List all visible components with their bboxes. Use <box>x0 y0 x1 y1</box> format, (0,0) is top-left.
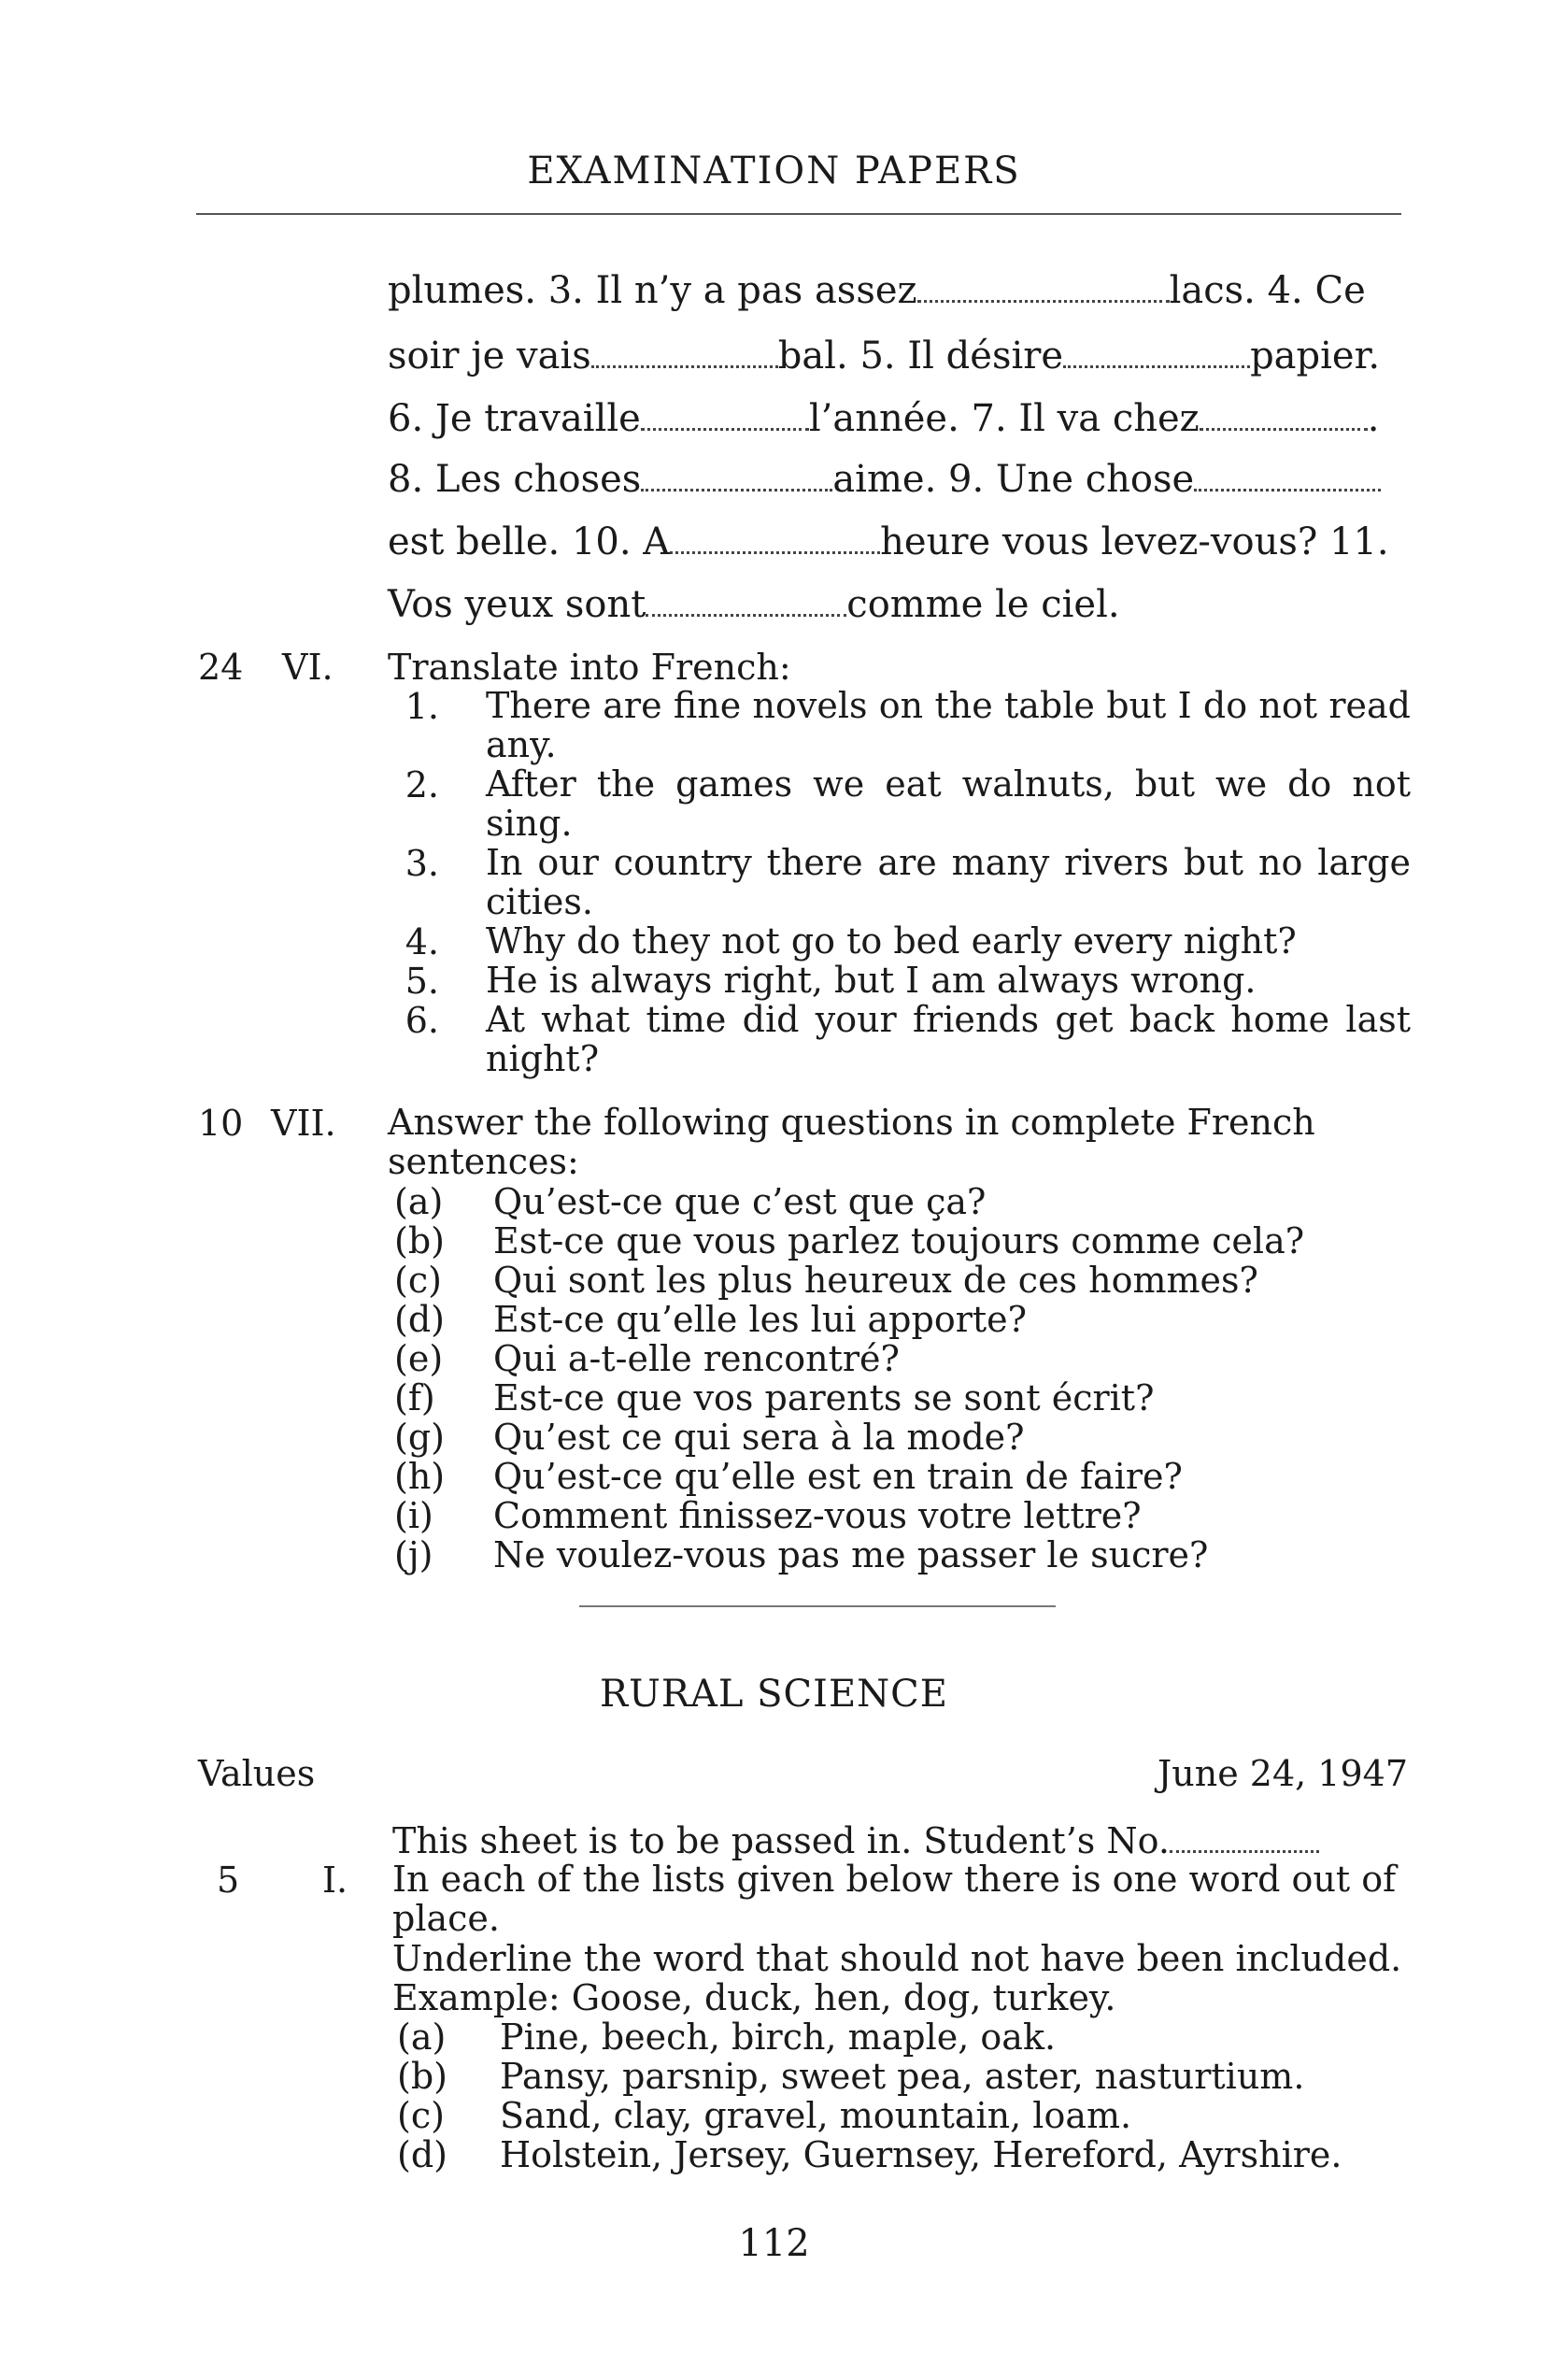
fill-text: . <box>1367 397 1380 440</box>
section-i-instruction-2: Underline the word that should not have been included. <box>392 1938 1402 1979</box>
question-item: Est-ce que vos parents se sont écrit? <box>493 1377 1155 1418</box>
question-item: Ne voulez-vous pas me passer le sucre? <box>493 1534 1209 1575</box>
blank-line <box>1063 364 1250 368</box>
item-letter: (g) <box>394 1417 445 1458</box>
item-letter: (c) <box>397 2095 445 2136</box>
word-list-item: Holstein, Jersey, Guernsey, Hereford, Ayrshire. <box>500 2134 1342 2175</box>
section-vii-value: 10 <box>198 1103 244 1144</box>
blank-line <box>641 427 809 431</box>
item-letter: (j) <box>394 1534 433 1575</box>
section-i-instruction: In each of the lists given below there is one word out of place. <box>392 1859 1397 1939</box>
item-number: 2. <box>405 764 439 805</box>
fill-line-3 <box>388 397 1379 440</box>
item-letter: (c) <box>394 1260 442 1301</box>
item-number: 3. <box>405 843 439 884</box>
section-vi-value: 24 <box>198 647 244 688</box>
word-list-item: Sand, clay, gravel, mountain, loam. <box>500 2095 1132 2136</box>
sheet-note <box>392 1820 1319 1861</box>
fill-text: soir je vais <box>388 335 591 378</box>
item-letter: (b) <box>394 1220 445 1261</box>
item-letter: (a) <box>394 1181 444 1222</box>
fill-text: Vos yeux sont <box>388 583 646 626</box>
blank-line <box>646 613 846 617</box>
question-item: Comment finissez-vous votre lettre? <box>493 1495 1142 1536</box>
translation-item: There are fine novels on the table but I do not read any. <box>486 685 1411 765</box>
rural-science-title: RURAL SCIENCE <box>600 1673 948 1716</box>
translation-item: At what time did your friends get back home last night? <box>486 999 1411 1079</box>
section-i-value: 5 <box>217 1860 240 1901</box>
question-item: Est-ce que vous parlez toujours comme cela? <box>493 1220 1305 1261</box>
section-i-example: Example: Goose, duck, hen, dog, turkey. <box>392 1977 1116 2018</box>
item-letter: (d) <box>397 2134 447 2175</box>
student-number-blank <box>1170 1849 1319 1853</box>
item-number: 1. <box>405 686 439 727</box>
item-letter: (a) <box>397 2017 447 2058</box>
item-letter: (i) <box>394 1495 433 1536</box>
blank-line <box>670 550 880 554</box>
translation-item: In our country there are many rivers but no large cities. <box>486 842 1411 922</box>
question-item: Qui a-t-elle rencontré? <box>493 1338 900 1379</box>
fill-line-1 <box>388 269 1366 312</box>
section-vi-numeral: VI. <box>282 647 334 688</box>
word-list-item: Pansy, parsnip, sweet pea, aster, nasturtium. <box>500 2056 1305 2097</box>
fill-text: 6. Je travaille <box>388 397 641 440</box>
question-item: Qu’est-ce qu’elle est en train de faire? <box>493 1456 1183 1497</box>
fill-text: est belle. 10. A <box>388 520 671 563</box>
blank-line <box>917 299 1170 303</box>
question-item: Qu’est ce qui sera à la mode? <box>493 1417 1025 1458</box>
blank-line <box>1194 488 1381 492</box>
blank-line <box>591 364 778 368</box>
blank-line <box>1200 427 1368 431</box>
item-letter: (h) <box>394 1456 446 1497</box>
translation-item: Why do they not go to bed early every night? <box>486 920 1297 962</box>
section-vii-numeral: VII. <box>271 1103 336 1144</box>
sheet-note-text: This sheet is to be passed in. Student’s No. <box>392 1820 1170 1861</box>
translation-item: After the games we eat walnuts, but we do not sing. <box>486 763 1411 844</box>
item-number: 6. <box>405 1000 439 1041</box>
question-item: Qui sont les plus heureux de ces hommes? <box>493 1260 1258 1301</box>
page-header-title: EXAMINATION PAPERS <box>527 150 1021 192</box>
values-label: Values <box>198 1753 316 1794</box>
translation-item: He is always right, but I am always wrong. <box>486 960 1257 1001</box>
item-letter: (f) <box>394 1377 435 1418</box>
question-item: Qu’est-ce que c’est que ça? <box>493 1181 987 1222</box>
question-item: Est-ce qu’elle les lui apporte? <box>493 1299 1028 1340</box>
item-number: 5. <box>405 961 439 1002</box>
section-i-numeral: I. <box>322 1860 348 1901</box>
fill-text: 8. Les choses <box>388 458 642 501</box>
fill-line-5 <box>388 520 1389 563</box>
section-vi-instruction: Translate into French: <box>388 647 791 688</box>
item-number: 4. <box>405 921 439 962</box>
section-divider <box>579 1605 1056 1607</box>
page-number: 112 <box>738 2222 810 2265</box>
fill-text: papier. <box>1250 335 1381 378</box>
item-letter: (b) <box>397 2056 447 2097</box>
section-vii-instruction: Answer the following questions in complete French sentences: <box>388 1102 1315 1182</box>
fill-text: bal. 5. Il désire <box>777 335 1064 378</box>
item-letter: (e) <box>394 1338 444 1379</box>
header-rule <box>196 213 1401 215</box>
fill-text: plumes. 3. Il n’y a pas assez <box>388 269 917 312</box>
exam-date: June 24, 1947 <box>1157 1753 1408 1794</box>
fill-text: l’année. 7. Il va chez <box>808 397 1200 440</box>
fill-line-2 <box>388 335 1380 378</box>
fill-text: aime. 9. Une chose <box>832 458 1195 501</box>
item-letter: (d) <box>394 1299 445 1340</box>
fill-line-6 <box>388 583 1120 626</box>
fill-text: comme le ciel. <box>846 583 1120 626</box>
fill-line-4 <box>388 458 1381 501</box>
fill-text: lacs. 4. Ce <box>1169 269 1366 312</box>
fill-text: heure vous levez-vous? 11. <box>880 520 1389 563</box>
blank-line <box>641 488 832 492</box>
word-list-item: Pine, beech, birch, maple, oak. <box>500 2017 1057 2058</box>
